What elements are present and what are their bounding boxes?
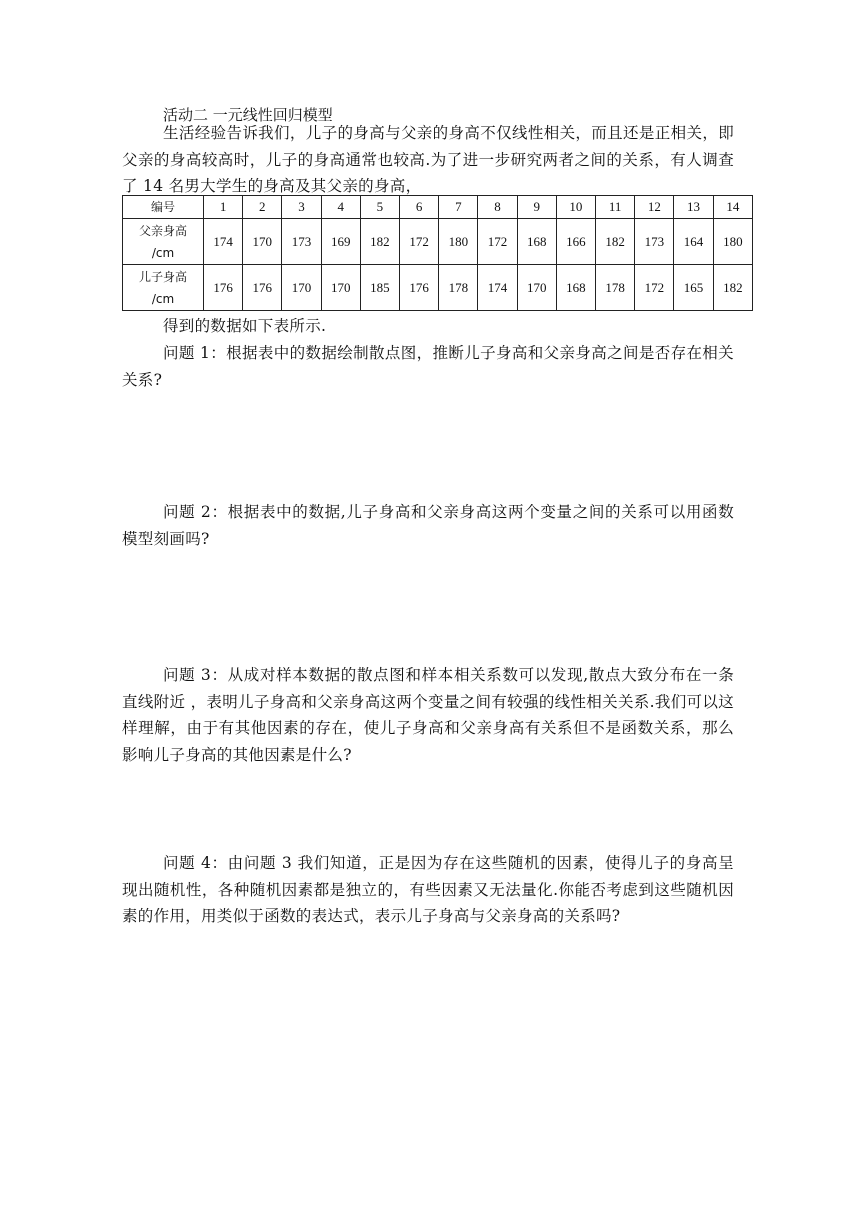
table-cell-son: 165 <box>674 265 713 311</box>
question-2: 问题 2：根据表中的数据,儿子身高和父亲身高这两个变量之间的关系可以用函数模型刻画吗? <box>122 503 734 548</box>
table-cell-id: 4 <box>321 196 360 219</box>
question-4: 问题 4：由问题 3 我们知道，正是因为存在这些随机的因素，使得儿子的身高呈现出随机性，各种随机因素都是独立的，有些因素又无法量化.你能否考虑到这些随机因素的作用，用类似于函数的表达式，表示儿子身高与父亲身高的关系吗? <box>122 854 734 925</box>
table-cell-father: 164 <box>674 219 713 265</box>
table-cell-id: 5 <box>360 196 399 219</box>
table-cell-son: 182 <box>713 265 752 311</box>
table-cell-id: 10 <box>556 196 595 219</box>
table-cell-id: 13 <box>674 196 713 219</box>
table-cell-father: 180 <box>713 219 752 265</box>
table-caption-paragraph: 得到的数据如下表所示. <box>163 317 327 335</box>
table-cell-son: 170 <box>517 265 556 311</box>
table-cell-id: 9 <box>517 196 556 219</box>
question-3: 问题 3：从成对样本数据的散点图和样本相关系数可以发现,散点大致分布在一条直线附近 ，表明儿子身高和父亲身高这两个变量之间有较强的线性相关关系.我们可以这样理解，由于有其他因素的存在，使儿子身高和父亲身高有关系但不是函数关系，那么影响儿子身高的其他因素是什么? <box>122 666 734 764</box>
table-cell-father: 173 <box>635 219 674 265</box>
table-cell-father: 168 <box>517 219 556 265</box>
row-header-father <box>123 219 204 265</box>
table-row-id <box>123 196 753 219</box>
intro-paragraph: 生活经验告诉我们，儿子的身高与父亲的身高不仅线性相关，而且还是正相关，即父亲的身高较高时，儿子的身高通常也较高.为了进一步研究两者之间的关系，有人调查了 14 名男大学生的身高及其父亲的身高， <box>122 124 734 195</box>
table-cell-son: 178 <box>596 265 635 311</box>
section-heading: 活动二 一元线性回归模型 <box>163 106 333 124</box>
table-cell-son: 168 <box>556 265 595 311</box>
table-cell-son: 185 <box>360 265 399 311</box>
table-cell-id: 11 <box>596 196 635 219</box>
table-row-son <box>123 265 753 311</box>
table-row-father <box>123 219 753 265</box>
table-cell-father: 182 <box>596 219 635 265</box>
row-header-son <box>123 265 204 311</box>
table-cell-son: 170 <box>321 265 360 311</box>
table-cell-id: 3 <box>282 196 321 219</box>
table-cell-father: 182 <box>360 219 399 265</box>
table-cell-son: 176 <box>243 265 282 311</box>
table-cell-son: 176 <box>204 265 243 311</box>
table-cell-father: 180 <box>439 219 478 265</box>
table-cell-son: 176 <box>400 265 439 311</box>
row-header-father-unit: /cm <box>151 245 175 260</box>
table-cell-id: 8 <box>478 196 517 219</box>
table-cell-id: 6 <box>400 196 439 219</box>
table-cell-son: 172 <box>635 265 674 311</box>
table-cell-id: 7 <box>439 196 478 219</box>
table-cell-id: 14 <box>713 196 752 219</box>
table-cell-id: 12 <box>635 196 674 219</box>
question-1: 问题 1：根据表中的数据绘制散点图，推断儿子身高和父亲身高之间是否存在相关关系? <box>122 344 734 389</box>
table-cell-father: 174 <box>204 219 243 265</box>
row-header-id: 编号 <box>123 196 204 219</box>
row-header-son-unit: /cm <box>151 291 175 306</box>
table-cell-son: 174 <box>478 265 517 311</box>
table-cell-father: 173 <box>282 219 321 265</box>
table-cell-father: 169 <box>321 219 360 265</box>
height-data-table <box>122 195 753 311</box>
table-cell-id: 2 <box>243 196 282 219</box>
table-cell-father: 170 <box>243 219 282 265</box>
table-cell-son: 178 <box>439 265 478 311</box>
row-header-father-label: 父亲身高 <box>138 223 187 238</box>
row-header-son-label: 儿子身高 <box>138 269 187 284</box>
table-cell-id: 1 <box>204 196 243 219</box>
table-cell-father: 166 <box>556 219 595 265</box>
table-cell-son: 170 <box>282 265 321 311</box>
table-cell-father: 172 <box>478 219 517 265</box>
table-cell-father: 172 <box>400 219 439 265</box>
